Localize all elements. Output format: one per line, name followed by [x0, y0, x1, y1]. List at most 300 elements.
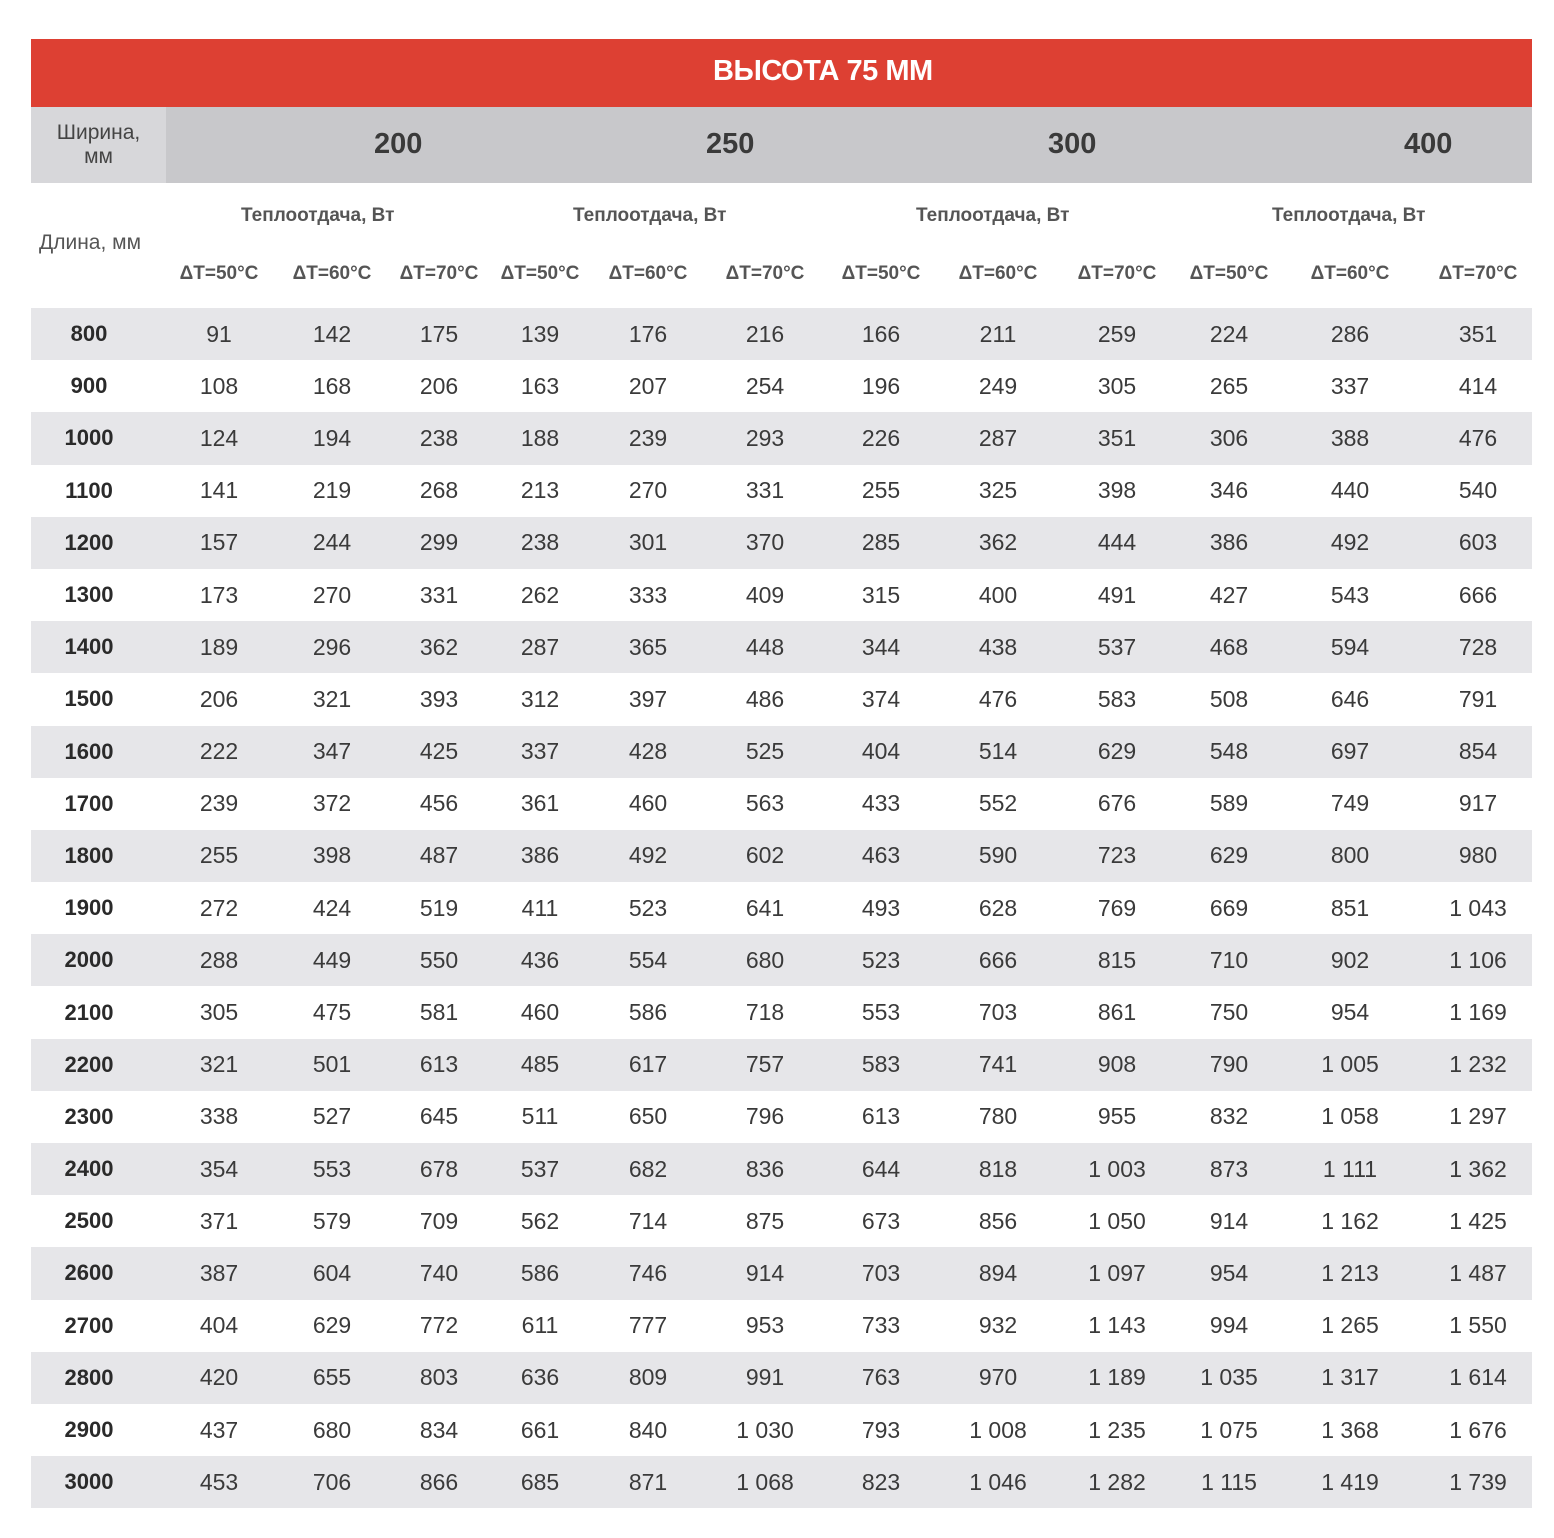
value-cell: 666 — [978, 946, 1018, 973]
value-cell: 519 — [419, 894, 459, 921]
value-cell: 836 — [745, 1155, 785, 1182]
value-cell: 468 — [1209, 633, 1249, 660]
value-cell: 871 — [628, 1468, 668, 1495]
value-cell: 613 — [861, 1103, 901, 1130]
value-cell: 650 — [628, 1103, 668, 1130]
value-cell: 757 — [745, 1051, 785, 1078]
value-cell: 710 — [1209, 946, 1249, 973]
value-cell: 397 — [628, 685, 668, 712]
table-row — [31, 934, 1532, 986]
value-cell: 740 — [419, 1259, 459, 1286]
value-cell: 354 — [199, 1155, 239, 1182]
value-cell: 994 — [1209, 1312, 1249, 1339]
value-cell: 176 — [628, 320, 668, 347]
value-cell: 970 — [978, 1364, 1018, 1391]
value-cell: 188 — [520, 424, 560, 451]
value-cell: 346 — [1209, 477, 1249, 504]
value-cell: 206 — [199, 685, 239, 712]
value-cell: 823 — [861, 1468, 901, 1495]
length-cell: 1700 — [64, 790, 114, 816]
value-cell: 613 — [419, 1051, 459, 1078]
length-cell: 1100 — [65, 477, 113, 503]
value-cell: 728 — [1458, 633, 1498, 660]
value-cell: 629 — [312, 1312, 352, 1339]
table-row — [31, 726, 1532, 778]
value-cell: 579 — [312, 1207, 352, 1234]
value-cell: 666 — [1458, 581, 1498, 608]
value-cell: 239 — [199, 790, 239, 817]
value-cell: 321 — [199, 1051, 239, 1078]
length-cell: 2600 — [64, 1260, 114, 1286]
value-cell: 1 487 — [1449, 1259, 1507, 1286]
table-row — [31, 465, 1532, 517]
value-cell: 475 — [312, 999, 352, 1026]
value-cell: 325 — [978, 477, 1018, 504]
length-cell: 2700 — [64, 1312, 114, 1338]
value-cell: 1 189 — [1088, 1364, 1146, 1391]
value-cell: 1 005 — [1321, 1051, 1379, 1078]
value-cell: 676 — [1097, 790, 1137, 817]
table-row — [31, 1300, 1532, 1352]
value-cell: 586 — [628, 999, 668, 1026]
value-cell: 537 — [1097, 633, 1137, 660]
delta-t-header: ΔT=50°C — [841, 263, 921, 284]
value-cell: 553 — [312, 1155, 352, 1182]
value-cell: 1 368 — [1321, 1416, 1379, 1443]
value-cell: 1 232 — [1449, 1051, 1507, 1078]
length-cell: 1400 — [64, 634, 114, 660]
value-cell: 444 — [1097, 529, 1137, 556]
value-cell: 832 — [1209, 1103, 1249, 1130]
value-cell: 492 — [628, 842, 668, 869]
value-cell: 255 — [861, 477, 901, 504]
value-cell: 932 — [978, 1312, 1018, 1339]
delta-t-header: ΔT=70°C — [725, 263, 805, 284]
value-cell: 476 — [978, 685, 1018, 712]
value-cell: 809 — [628, 1364, 668, 1391]
delta-t-header: ΔT=60°C — [1310, 263, 1390, 284]
value-cell: 398 — [1097, 477, 1137, 504]
value-cell: 372 — [312, 790, 352, 817]
value-cell: 741 — [978, 1051, 1018, 1078]
value-cell: 583 — [861, 1051, 901, 1078]
value-cell: 196 — [861, 372, 901, 399]
table-row — [31, 1143, 1532, 1195]
value-cell: 238 — [520, 529, 560, 556]
value-cell: 386 — [1209, 529, 1249, 556]
value-cell: 175 — [419, 320, 459, 347]
width-label — [31, 107, 166, 183]
value-cell: 476 — [1458, 424, 1498, 451]
value-cell: 629 — [1209, 842, 1249, 869]
value-cell: 1 075 — [1200, 1416, 1258, 1443]
value-cell: 157 — [199, 529, 239, 556]
length-cell: 2200 — [64, 1051, 114, 1077]
value-cell: 409 — [745, 581, 785, 608]
value-cell: 955 — [1097, 1103, 1137, 1130]
value-cell: 166 — [861, 320, 901, 347]
value-cell: 873 — [1209, 1155, 1249, 1182]
table-row — [31, 1404, 1532, 1456]
value-cell: 523 — [628, 894, 668, 921]
value-cell: 655 — [312, 1364, 352, 1391]
value-cell: 818 — [978, 1155, 1018, 1182]
value-cell: 404 — [199, 1312, 239, 1339]
value-cell: 543 — [1330, 581, 1370, 608]
value-cell: 954 — [1209, 1259, 1249, 1286]
value-cell: 398 — [312, 842, 352, 869]
length-cell: 3000 — [64, 1469, 114, 1495]
delta-t-header: ΔT=70°C — [1077, 263, 1157, 284]
delta-t-header: ΔT=50°C — [500, 263, 580, 284]
value-cell: 709 — [419, 1207, 459, 1234]
value-cell: 226 — [861, 424, 901, 451]
value-cell: 337 — [520, 738, 560, 765]
value-cell: 908 — [1097, 1051, 1137, 1078]
table-row — [31, 1456, 1532, 1508]
value-cell: 287 — [978, 424, 1018, 451]
value-cell: 746 — [628, 1259, 668, 1286]
table-title: ВЫСОТА 75 ММ — [713, 55, 933, 87]
value-cell: 238 — [419, 424, 459, 451]
value-cell: 1 143 — [1088, 1312, 1146, 1339]
value-cell: 1 235 — [1088, 1416, 1146, 1443]
value-cell: 222 — [199, 738, 239, 765]
value-cell: 388 — [1330, 424, 1370, 451]
delta-t-header: ΔT=60°C — [292, 263, 372, 284]
value-cell: 463 — [861, 842, 901, 869]
length-cell: 1300 — [64, 582, 114, 608]
value-cell: 296 — [312, 633, 352, 660]
value-cell: 772 — [419, 1312, 459, 1339]
value-cell: 1 030 — [736, 1416, 794, 1443]
length-cell: 1200 — [64, 529, 114, 555]
value-cell: 272 — [199, 894, 239, 921]
value-cell: 288 — [199, 946, 239, 973]
value-cell: 255 — [199, 842, 239, 869]
value-cell: 617 — [628, 1051, 668, 1078]
value-cell: 581 — [419, 999, 459, 1026]
value-cell: 493 — [861, 894, 901, 921]
value-cell: 1 362 — [1449, 1155, 1507, 1182]
value-cell: 371 — [199, 1207, 239, 1234]
value-cell: 540 — [1458, 477, 1498, 504]
value-cell: 249 — [978, 372, 1018, 399]
value-cell: 142 — [312, 320, 352, 347]
value-cell: 453 — [199, 1468, 239, 1495]
value-cell: 525 — [745, 738, 785, 765]
value-cell: 1 169 — [1449, 999, 1507, 1026]
value-cell: 428 — [628, 738, 668, 765]
value-cell: 562 — [520, 1207, 560, 1234]
value-cell: 750 — [1209, 999, 1249, 1026]
value-cell: 678 — [419, 1155, 459, 1182]
value-cell: 374 — [861, 685, 901, 712]
value-cell: 796 — [745, 1103, 785, 1130]
value-cell: 411 — [521, 894, 559, 921]
value-cell: 456 — [419, 790, 459, 817]
value-cell: 448 — [745, 633, 785, 660]
value-cell: 563 — [745, 790, 785, 817]
value-cell: 603 — [1458, 529, 1498, 556]
value-cell: 980 — [1458, 842, 1498, 869]
value-cell: 1 097 — [1088, 1259, 1146, 1286]
value-cell: 697 — [1330, 738, 1370, 765]
value-cell: 285 — [861, 529, 901, 556]
value-cell: 644 — [861, 1155, 901, 1182]
length-cell: 2100 — [64, 999, 114, 1025]
value-cell: 424 — [312, 894, 352, 921]
value-cell: 1 265 — [1321, 1312, 1379, 1339]
value-cell: 508 — [1209, 685, 1249, 712]
table-row — [31, 621, 1532, 673]
value-cell: 511 — [521, 1103, 559, 1130]
table-row — [31, 1091, 1532, 1143]
width-value: 200 — [374, 128, 423, 160]
delta-t-header: ΔT=50°C — [1189, 263, 1269, 284]
value-cell: 460 — [628, 790, 668, 817]
value-cell: 875 — [745, 1207, 785, 1234]
value-cell: 636 — [520, 1364, 560, 1391]
value-cell: 213 — [520, 477, 560, 504]
value-cell: 344 — [861, 633, 901, 660]
value-cell: 856 — [978, 1207, 1018, 1234]
value-cell: 141 — [199, 477, 239, 504]
length-cell: 2000 — [64, 947, 114, 973]
value-cell: 206 — [419, 372, 459, 399]
value-cell: 433 — [861, 790, 901, 817]
delta-t-header: ΔT=50°C — [179, 263, 259, 284]
value-cell: 293 — [745, 424, 785, 451]
value-cell: 301 — [628, 529, 668, 556]
value-cell: 436 — [520, 946, 560, 973]
value-cell: 602 — [745, 842, 785, 869]
value-cell: 645 — [419, 1103, 459, 1130]
value-cell: 331 — [419, 581, 459, 608]
value-cell: 1 676 — [1449, 1416, 1507, 1443]
value-cell: 194 — [312, 424, 352, 451]
value-cell: 840 — [628, 1416, 668, 1443]
value-cell: 486 — [745, 685, 785, 712]
value-cell: 763 — [861, 1364, 901, 1391]
value-cell: 1 614 — [1449, 1364, 1507, 1391]
value-cell: 460 — [520, 999, 560, 1026]
width-value: 250 — [706, 128, 755, 160]
value-cell: 629 — [1097, 738, 1137, 765]
value-cell: 270 — [628, 477, 668, 504]
value-cell: 1 317 — [1321, 1364, 1379, 1391]
value-cell: 224 — [1209, 320, 1249, 347]
value-cell: 917 — [1458, 790, 1498, 817]
value-cell: 386 — [520, 842, 560, 869]
value-cell: 1 162 — [1321, 1207, 1379, 1234]
value-cell: 628 — [978, 894, 1018, 921]
width-header-row — [31, 107, 1532, 183]
value-cell: 723 — [1097, 842, 1137, 869]
length-cell: 2900 — [64, 1417, 114, 1443]
value-cell: 589 — [1209, 790, 1249, 817]
value-cell: 548 — [1209, 738, 1249, 765]
width-label-line1: Ширина, — [56, 121, 141, 144]
value-cell: 590 — [978, 842, 1018, 869]
value-cell: 777 — [628, 1312, 668, 1339]
table-row — [31, 569, 1532, 621]
value-cell: 706 — [312, 1468, 352, 1495]
length-cell: 900 — [70, 373, 108, 399]
table-row — [31, 986, 1532, 1038]
length-cell: 800 — [70, 321, 108, 347]
value-cell: 440 — [1330, 477, 1370, 504]
value-cell: 404 — [861, 738, 901, 765]
value-cell: 718 — [745, 999, 785, 1026]
value-cell: 1 297 — [1449, 1103, 1507, 1130]
value-cell: 393 — [419, 685, 459, 712]
value-cell: 305 — [1097, 372, 1137, 399]
length-cell: 1600 — [64, 738, 114, 764]
value-cell: 361 — [520, 790, 560, 817]
value-cell: 400 — [978, 581, 1018, 608]
heat-output-label: Теплоотдача, Вт — [916, 205, 1070, 226]
value-cell: 216 — [745, 320, 785, 347]
length-cell: 1900 — [64, 895, 114, 921]
length-cell: 1500 — [64, 686, 114, 712]
value-cell: 268 — [419, 477, 459, 504]
value-cell: 790 — [1209, 1051, 1249, 1078]
value-cell: 1 115 — [1201, 1468, 1257, 1495]
value-cell: 1 106 — [1449, 946, 1507, 973]
value-cell: 894 — [978, 1259, 1018, 1286]
width-value: 300 — [1048, 128, 1097, 160]
value-cell: 661 — [520, 1416, 560, 1443]
value-cell: 991 — [745, 1364, 785, 1391]
value-cell: 834 — [419, 1416, 459, 1443]
table-row — [31, 308, 1532, 360]
value-cell: 1 058 — [1321, 1103, 1379, 1130]
value-cell: 189 — [199, 633, 239, 660]
value-cell: 1 419 — [1321, 1468, 1379, 1495]
value-cell: 487 — [419, 842, 459, 869]
length-cell: 1800 — [64, 842, 114, 868]
heat-output-table — [31, 39, 1532, 1508]
value-cell: 501 — [312, 1051, 352, 1078]
length-cell: 2500 — [64, 1208, 114, 1234]
heat-output-label: Теплоотдача, Вт — [573, 205, 727, 226]
value-cell: 287 — [520, 633, 560, 660]
table-row — [31, 1352, 1532, 1404]
delta-t-header: ΔT=60°C — [608, 263, 688, 284]
value-cell: 902 — [1330, 946, 1370, 973]
value-cell: 449 — [312, 946, 352, 973]
value-cell: 211 — [979, 320, 1017, 347]
value-cell: 523 — [861, 946, 901, 973]
heat-output-label: Теплоотдача, Вт — [1272, 205, 1426, 226]
value-cell: 803 — [419, 1364, 459, 1391]
value-cell: 954 — [1330, 999, 1370, 1026]
value-cell: 244 — [312, 529, 352, 556]
width-value: 400 — [1404, 128, 1453, 160]
table-row — [31, 778, 1532, 830]
value-cell: 553 — [861, 999, 901, 1026]
value-cell: 1 008 — [969, 1416, 1027, 1443]
value-cell: 552 — [978, 790, 1018, 817]
value-cell: 514 — [978, 738, 1018, 765]
value-cell: 769 — [1097, 894, 1137, 921]
value-cell: 594 — [1330, 633, 1370, 660]
value-cell: 219 — [312, 477, 352, 504]
value-cell: 800 — [1330, 842, 1370, 869]
value-cell: 685 — [520, 1468, 560, 1495]
value-cell: 780 — [978, 1103, 1018, 1130]
value-cell: 793 — [861, 1416, 901, 1443]
value-cell: 239 — [628, 424, 668, 451]
length-cell: 2400 — [64, 1156, 114, 1182]
value-cell: 550 — [419, 946, 459, 973]
value-cell: 914 — [1209, 1207, 1249, 1234]
value-cell: 604 — [312, 1259, 352, 1286]
value-cell: 1 068 — [736, 1468, 794, 1495]
table-row — [31, 882, 1532, 934]
value-cell: 124 — [199, 424, 239, 451]
value-cell: 1 046 — [969, 1468, 1027, 1495]
value-cell: 312 — [520, 685, 560, 712]
value-cell: 1 050 — [1088, 1207, 1146, 1234]
value-cell: 259 — [1097, 320, 1137, 347]
table-body — [31, 308, 1532, 1508]
value-cell: 270 — [312, 581, 352, 608]
value-cell: 586 — [520, 1259, 560, 1286]
value-cell: 91 — [206, 320, 232, 347]
value-cell: 168 — [312, 372, 352, 399]
value-cell: 583 — [1097, 685, 1137, 712]
value-cell: 703 — [861, 1259, 901, 1286]
value-cell: 680 — [312, 1416, 352, 1443]
value-cell: 254 — [745, 372, 785, 399]
length-cell: 2300 — [64, 1103, 114, 1129]
value-cell: 420 — [199, 1364, 239, 1391]
value-cell: 851 — [1330, 894, 1370, 921]
value-cell: 365 — [628, 633, 668, 660]
value-cell: 914 — [745, 1259, 785, 1286]
value-cell: 265 — [1209, 372, 1249, 399]
value-cell: 815 — [1097, 946, 1137, 973]
table-row — [31, 517, 1532, 569]
value-cell: 299 — [419, 529, 459, 556]
length-label: Длина, мм — [38, 231, 142, 254]
value-cell: 321 — [312, 685, 352, 712]
table-row — [31, 673, 1532, 725]
value-cell: 163 — [520, 372, 560, 399]
value-cell: 338 — [199, 1103, 239, 1130]
value-cell: 139 — [520, 320, 560, 347]
value-cell: 1 213 — [1321, 1259, 1379, 1286]
table-row — [31, 830, 1532, 882]
column-header-row — [31, 183, 1532, 308]
value-cell: 262 — [520, 581, 560, 608]
delta-t-header: ΔT=60°C — [958, 263, 1038, 284]
value-cell: 387 — [199, 1259, 239, 1286]
value-cell: 866 — [419, 1468, 459, 1495]
value-cell: 714 — [628, 1207, 668, 1234]
value-cell: 680 — [745, 946, 785, 973]
value-cell: 669 — [1209, 894, 1249, 921]
value-cell: 286 — [1330, 320, 1370, 347]
value-cell: 491 — [1097, 581, 1137, 608]
value-cell: 1 111 — [1322, 1155, 1378, 1182]
value-cell: 331 — [745, 477, 785, 504]
value-cell: 485 — [520, 1051, 560, 1078]
value-cell: 791 — [1458, 685, 1498, 712]
value-cell: 427 — [1209, 581, 1249, 608]
